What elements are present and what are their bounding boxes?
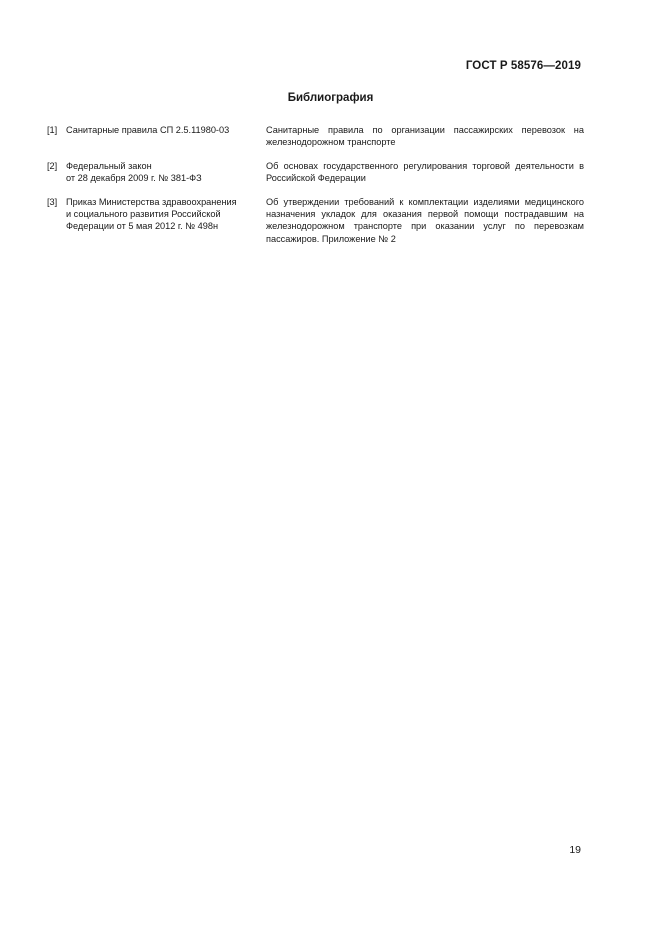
bibliography-list <box>47 124 584 256</box>
entry-reference: Федеральный закон от 28 декабря 2009 г. № 381-ФЗ <box>66 160 202 184</box>
document-id-header: ГОСТ Р 58576—2019 <box>465 60 581 72</box>
entry-number: [1] <box>47 125 58 135</box>
entry-title: Об утверждении требований к комплектации изделиями медицинского назначения укладок для оказания первой помощи пострадавшим на железнодорожном транспорте при оказании услуг по перевозкам пассажиров. Приложение № 2 <box>266 196 584 244</box>
entry-title: Об основах государственного регулирования торговой деятельности в Российской Федерации <box>266 160 584 184</box>
section-title: Библиография <box>287 92 374 104</box>
bibliography-entry <box>47 160 584 185</box>
entry-number: [3] <box>47 196 58 207</box>
page-number: 19 <box>569 844 581 856</box>
entry-reference: Приказ Министерства здравоохранения и социального развития Российской Федерации от 5 мая 2012 г. № 498н <box>66 196 237 232</box>
bibliography-entry <box>47 196 584 246</box>
entry-number: [2] <box>47 160 58 171</box>
bibliography-entry <box>47 124 584 149</box>
entry-reference: Санитарные правила СП 2.5.11980-03 <box>66 125 230 135</box>
entry-title: Санитарные правила по организации пассажирских перевозок на железнодорожном транспорте <box>266 125 584 148</box>
